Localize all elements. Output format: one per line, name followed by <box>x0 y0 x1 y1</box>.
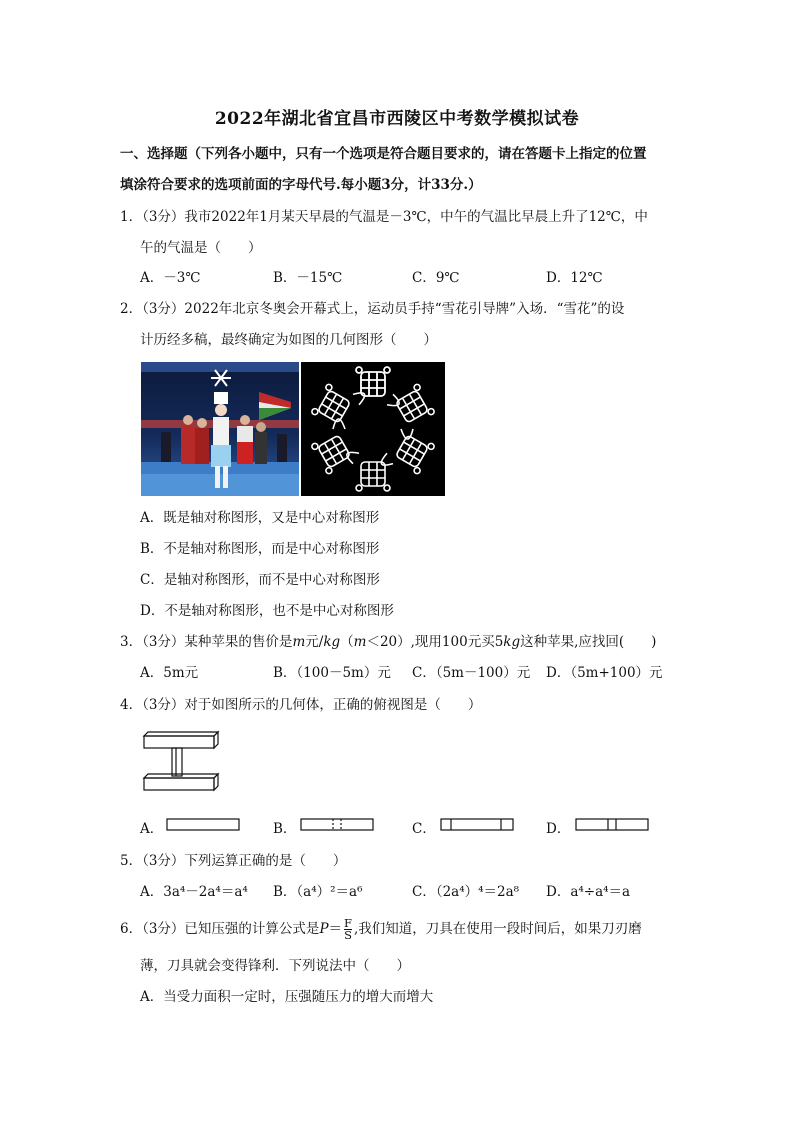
question-3-option-b[interactable]: B．（100－5m）元 <box>273 665 391 681</box>
question-1-line2: 午的气温是（ ） <box>140 240 262 256</box>
snowflake-figure <box>301 362 445 496</box>
question-3-option-a[interactable]: A．5m元 <box>140 665 199 681</box>
question-1-option-a[interactable]: A．－3℃ <box>140 270 201 286</box>
question-1-option-b[interactable]: B．－15℃ <box>273 270 343 286</box>
question-5-line1: 5．（3分）下列运算正确的是（ ） <box>120 853 347 869</box>
question-2-option-a[interactable]: A．既是轴对称图形，又是中心对称图形 <box>140 510 380 526</box>
question-5-option-d[interactable]: D．a⁴÷a⁴＝a <box>546 884 631 900</box>
question-1-option-d[interactable]: D．12℃ <box>546 270 603 286</box>
question-1-option-c[interactable]: C．9℃ <box>412 270 460 286</box>
question-3-line1: 3．（3分）某种苹果的售价是m元/kg（m＜20）,现用100元买5kg这种苹果,应找回( ) <box>120 634 657 650</box>
section-header-line1: 一、选择题（下列各小题中，只有一个选项是符合题目要求的，请在答题卡上指定的位置 <box>120 146 647 162</box>
pressure-fraction: $\frac{F}{S}$ <box>344 916 353 942</box>
i-beam-solid-figure <box>140 730 222 798</box>
question-4-option-d-label[interactable]: D． <box>546 821 571 837</box>
question-2-option-b[interactable]: B．不是轴对称图形，而是中心对称图形 <box>140 541 380 557</box>
question-6-option-a[interactable]: A．当受力面积一定时，压强随压力的增大而增大 <box>140 989 434 1005</box>
question-6-line1: 6．（3分）已知压强的计算公式是P＝ $\frac{F}{S}$ ,我们知道，刀具在使用一段时间后，如果刀刃磨 <box>120 916 642 942</box>
question-4-option-b-label[interactable]: B． <box>273 821 297 837</box>
question-6-line2: 薄，刀具就会变得锋利．下列说法中（ ） <box>140 958 410 974</box>
question-4-option-a-label[interactable]: A． <box>140 821 164 837</box>
question-4-option-d-figure[interactable] <box>575 817 649 836</box>
question-4-option-c-figure[interactable] <box>440 817 514 836</box>
question-4-option-c-label[interactable]: C． <box>412 821 436 837</box>
question-2-option-d[interactable]: D．不是轴对称图形，也不是中心对称图形 <box>140 603 394 619</box>
question-4-line1: 4．（3分）对于如图所示的几何体，正确的俯视图是（ ） <box>120 697 482 713</box>
question-4-option-b-figure[interactable] <box>300 817 374 836</box>
question-2-line1: 2．（3分）2022年北京冬奥会开幕式上，运动员手持“雪花引导牌”入场．“雪花”的设 <box>120 301 625 317</box>
question-3-option-c[interactable]: C．（5m－100）元 <box>412 665 531 681</box>
question-1-line1: 1．（3分）我市2022年1月某天早晨的气温是－3℃，中午的气温比早晨上升了12℃，中 <box>120 209 648 225</box>
ceremony-photo <box>141 362 299 496</box>
question-5-option-b[interactable]: B．（a⁴）²＝a⁶ <box>273 884 363 900</box>
question-2-line2: 计历经多稿，最终确定为如图的几何图形（ ） <box>140 332 437 348</box>
page-title: 2022年湖北省宜昌市西陵区中考数学模拟试卷 <box>214 109 580 129</box>
question-2-option-c[interactable]: C．是轴对称图形，而不是中心对称图形 <box>140 572 380 588</box>
question-5-option-c[interactable]: C．（2a⁴）⁴＝2a⁸ <box>412 884 520 900</box>
question-4-option-a-figure[interactable] <box>166 817 240 836</box>
question-3-option-d[interactable]: D．（5m+100）元 <box>546 665 663 681</box>
question-5-option-a[interactable]: A．3a⁴－2a⁴＝a⁴ <box>140 884 248 900</box>
section-header-line2: 填涂符合要求的选项前面的字母代号.每小题3分，计33分.） <box>120 177 482 193</box>
